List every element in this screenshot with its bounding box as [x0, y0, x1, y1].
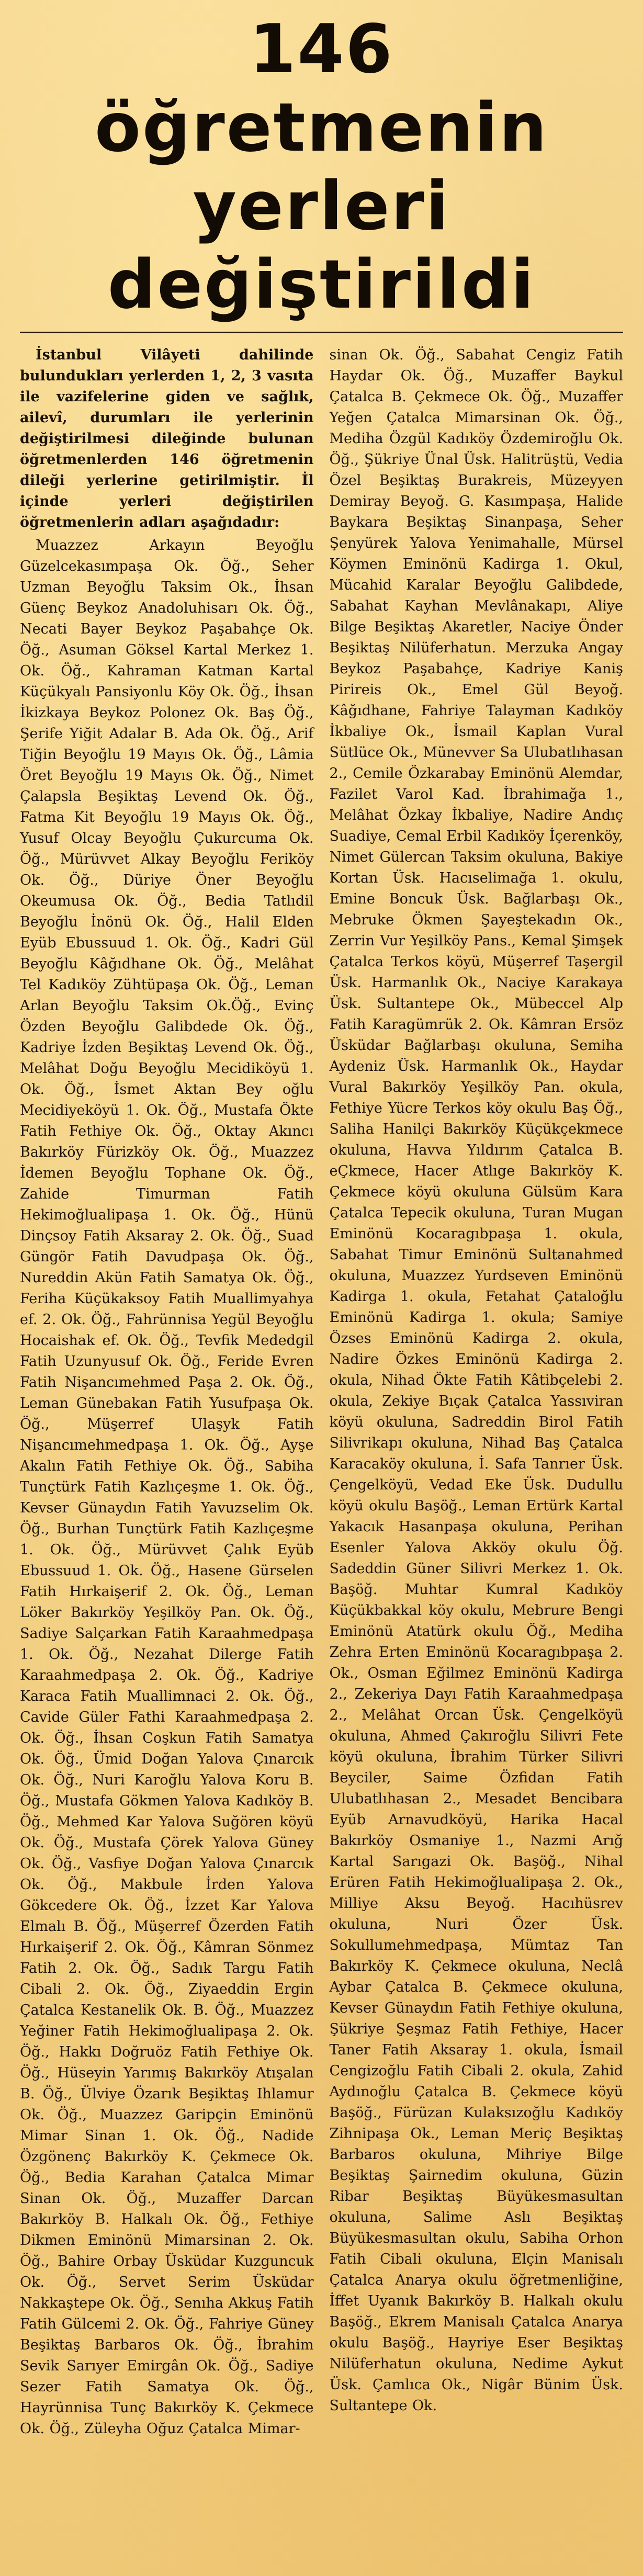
article-columns: [20, 345, 623, 2442]
headline-line-1: 146 öğretmenin: [95, 10, 548, 167]
headline-line-2: yerleri değiştirildi: [107, 167, 536, 324]
headline-rule: [20, 332, 623, 333]
lead-paragraph: İstanbul Vilâyeti dahilinde bulundukları yerlerden 1, 2, 3 vasıta ile vazifelerine giden ve sağlık, ailevî, durumları ile yerlerinin değiştirilmesi dileğinde bulunan öğretmenlerden 146 öğretmenin dileği yerlerine getirilmiştir. İl içinde yerleri değiştirilen öğretmenlerin adları aşağıdadır:: [20, 347, 314, 530]
article-column-left: [20, 345, 314, 2442]
article-column-right: [330, 345, 624, 2419]
teacher-list-part-1: Muazzez Arkayın Beyoğlu Güzelcekasımpaşa Ok. Öğ., Seher Uzman Beyoğlu Taksim Ok., İhsan Güenç Beykoz Anadoluhisarı Ok. Öğ., Necati Bayer Beykoz Paşabahçe Ok. Öğ., Asuman Göksel Kartal Merkez 1. Ok. Öğ., Kahraman Katman Kartal Küçükyalı Pansiyonlu Köy Ok. Öğ., İhsan İkizkaya Beykoz Polonez Ok. Baş Öğ., Şerife Yiğit Adalar B. Ada Ok. Öğ., Arif Tiğin Beyoğlu 19 Mayıs Ok. Öğ., Lâmia Öret Beyoğlu 19 Mayıs Ok. Öğ., Nimet Çalapsla Beşiktaş Levend Ok. Öğ., Fatma Kit Beyoğlu 19 Mayıs Ok. Öğ., Yusuf Olcay Beyoğlu Çukurcuma Ok. Öğ., Mürüvvet Alkay Beyoğlu Feriköy Ok. Öğ., Düriye Öner Beyoğlu Okeumusa Ok. Öğ., Bedia Tatlıdil Beyoğlu İnönü Ok. Öğ., Halil Elden Eyüb Ebussuud 1. Ok. Öğ., Kadri Gül Beyoğlu Kâğıdhane Ok. Öğ., Melâhat Tel Kadıköy Zühtüpaşa Ok. Öğ., Leman Arlan Beyoğlu Taksim Ok.Öğ., Evinç Özden Beyoğlu Galibdede Ok. Öğ., Kadriye İzden Beşiktaş Levend Ok. Öğ., Melâhat Doğu Beyoğlu Mecidiköyü 1. Ok. Öğ., İsmet Aktan Bey oğlu Mecidiyeköyü 1. Ok. Öğ., Mustafa Ökte Fatih Fethiye Ok. Öğ., Oktay Akıncı Bakırköy Fürizköy Ok. Öğ., Muazzez İdemen Beyoğlu Tophane Ok. Öğ., Zahide Timurman Fatih Hekimoğlualipaşa 1. Ok. Öğ., Hünü Dinçsoy Fatih Aksaray 2. Ok. Öğ., Suad Güngör Fatih Davudpaşa Ok. Öğ., Nureddin Akün Fatih Samatya Ok. Öğ., Feriha Küçükaksoy Fatih Muallimyahya ef. 2. Ok. Öğ., Fahrünnisa Yegül Beyoğlu Hocaishak ef. Ok. Öğ., Tevfik Mededgil Fatih Uzunyusuf Ok. Öğ., Feride Evren Fatih Nişancımehmed Paşa 2. Ok. Öğ., Leman Günebakan Fatih Yusufpaşa Ok. Öğ., Müşerref Ulaşyk Fatih Nişancımehmedpaşa 1. Ok. Öğ., Ayşe Akalın Fatih Fethiye Ok. Öğ., Sabiha Tunçtürk Fatih Kazlıçeşme 1. Ok. Öğ., Kevser Günaydın Fatih Yavuzselim Ok. Öğ., Burhan Tunçtürk Fatih Kazlıçeşme 1. Ok. Öğ., Mürüvvet Çalık Eyüb Ebussuud 1. Ok. Öğ., Hasene Gürselen Fatih Hırkaişerif 2. Ok. Öğ., Leman Löker Bakırköy Yeşilköy Pan. Ok. Öğ., Sadiye Salçarkan Fatih Karaahmedpaşa 1. Ok. Öğ., Nezahat Dilerge Fatih Karaahmedpaşa 2. Ok. Öğ., Kadriye Karaca Fatih Muallimnaci 2. Ok. Öğ., Cavide Güler Fathi Karaahmedpaşa 2. Ok. Öğ., İhsan Coşkun Fatih Samatya Ok. Öğ., Ümid Doğan Yalova Çınarcık Ok. Öğ., Nuri Karoğlu Yalova Koru B. Öğ., Mustafa Gökmen Yalova Kadıköy B. Öğ., Mehmed Kar Yalova Suğören köyü Ok. Öğ., Mustafa Çörek Yalova Güney Ok. Öğ., Vasfiye Doğan Yalova Çınarcık Ok. Öğ., Makbule İrden Yalova Gökcedere Ok. Öğ., İzzet Kar Yalova Elmalı B. Öğ., Müşerref Özerden Fatih Hırkaişerif 2. Ok. Öğ., Kâmran Sönmez Fatih 2. Ok. Öğ., Sadık Targu Fatih Cibali 2. Ok. Öğ., Ziyaeddin Ergin Çatalca Kestanelik Ok. B. Öğ., Muazzez Yeğiner Fatih Hekimoğlualipaşa 2. Ok. Öğ., Hakkı Doğruöz Fatih Fethiye Ok. Öğ., Hüseyin Yarımış Bakırköy Atışalan B. Öğ., Ülviye Özarık Beşiktaş Ihlamur Ok. Öğ., Muazzez Garipçin Eminönü Mimar Sinan 1. Ok. Öğ., Nadide Özgönenç Bakırköy K. Çekmece Ok. Öğ., Bedia Karahan Çatalca Mimar Sinan Ok. Öğ., Muzaffer Darcan Bakırköy B. Halkalı Ok. Öğ., Fethiye Dikmen Eminönü Mimarsinan 2. Ok. Öğ., Bahire Orbay Üsküdar Kuzguncuk Ok. Öğ., Servet Serim Üsküdar Nakkaştepe Ok. Öğ., Senıha Akkuş Fatih Fatih Gülcemi 2. Ok. Öğ., Fahriye Güney Beşiktaş Barbaros Ok. Öğ., İbrahim Sevik Sarıyer Emirgân Ok. Öğ., Sadiye Sezer Fatih Samatya Ok. Öğ., Hayrünnisa Tunç Bakırköy K. Çekmece Ok. Öğ., Züleyha Oğuz Çatalca Mimar-: [20, 537, 314, 2437]
teacher-list-part-2: sinan Ok. Öğ., Sabahat Cengiz Fatih Haydar Ok. Öğ., Muzaffer Baykul Çatalca B. Çekmece Ok. Öğ., Muzaffer Yeğen Çatalca Mimarsinan Ok. Öğ., Mediha Özgül Kadıköy Özdemiroğlu Ok. Öğ., Şükriye Ünal Üsk. Halitrüştü, Vedia Özel Beşiktaş Burakreis, Müzeyyen Demiray Beyoğ. G. Kasımpaşa, Halide Baykara Beşiktaş Sinanpaşa, Seher Şenyürek Yalova Yenimahalle, Mürsel Köymen Eminönü Kadirga 1. Okul, Mücahid Karalar Beyoğlu Galibdede, Sabahat Kayhan Mevlânakapı, Aliye Bilge Beşiktaş Akaretler, Naciye Önder Beşiktaş Nilüferhatun. Merzuka Angay Beykoz Paşabahçe, Kadriye Kaniş Pirireis Ok., Emel Gül Beyoğ. Kâğıdhane, Fahriye Talayman Kadıköy İkbaliye Ok., İsmail Kaplan Vural Sütlüce Ok., Münevver Sa Ulubatlıhasan 2., Cemile Özkarabay Eminönü Alemdar, Fazilet Varol Kad. İbrahimağa 1., Melâhat Özkay İkbaliye, Nadire Andıç Suadiye, Cemal Erbil Kadıköy İçerenköy, Nimet Gülercan Taksim okuluna, Bakiye Kortan Üsk. Hacıselimağa 1. okulu, Emine Boncuk Üsk. Bağlarbaşı Ok., Mebruke Ökmen Şayeştekadın Ok., Zerrin Vur Yeşilköy Pans., Kemal Şimşek Çatalca Terkos köyü, Müşerref Taşergil Üsk. Harmanlık Ok., Naciye Karakaya Üsk. Sultantepe Ok., Mübeccel Alp Fatih Karagümrük 2. Ok. Kâmran Ersöz Üsküdar Bağlarbaşı okuluna, Semiha Aydeniz Üsk. Harmanlık Ok., Haydar Vural Bakırköy Yeşilköy Pan. okula, Fethiye Yücre Terkos köy okulu Baş Öğ., Saliha Hanilçi Bakırköy Küçükçekmece okuluna, Havva Yıldırım Çatalca B. eÇkmece, Hacer Atlıge Bakırköy K. Çekmece köyü okuluna Gülsüm Kara Çatalca Tepecik okuluna, Turan Mugan Eminönü Kocaragıbpaşa 1. okula, Sabahat Timur Eminönü Sultanahmed okuluna, Muazzez Yurdseven Eminönü Kadirga 1. okula, Fetahat Çataloğlu Eminönü Kadirga 1. okula; Samiye Özses Eminönü Kadirga 2. okula, Nadire Özkes Eminönü Kadirga 2. okula, Nihad Ökte Fatih Kâtibçelebi 2. okula, Zekiye Bıçak Çatalca Yassıviran köyü okuluna, Sadreddin Birol Fatih Silivrikapı okuluna, Nihad Baş Çatalca Karacaköy okuluna, İ. Safa Tanrıer Üsk. Çengelköyü, Vedad Eke Üsk. Dudullu köyü okulu Başöğ., Leman Ertürk Kartal Yakacık Hasanpaşa okuluna, Perihan Esenler Yalova Akköy okulu Öğ. Sadeddin Güner Silivri Merkez 1. Ok. Başöğ. Muhtar Kumral Kadıköy Küçükbakkal köy okulu, Mebrure Bengi Eminönü Atatürk okulu Öğ., Mediha Zehra Erten Eminönü Kocaragıbpaşa 2. Ok., Osman Eğilmez Eminönü Kadirga 2., Zekeriya Dayı Fatih Karaahmedpaşa 2., Melâhat Orcan Üsk. Çengelköyü okuluna, Ahmed Çakıroğlu Silivri Fete köyü okuluna, İbrahim Türker Silivri Beyciler, Saime Özfidan Fatih Ulubatlıhasan 2., Mesadet Bencibara Eyüb Arnavudköyü, Harika Hacal Bakırköy Osmaniye 1., Nazmi Arığ Kartal Sarıgazi Ok. Başöğ., Nihal Erüren Fatih Hekimoğlualipaşa 2. Ok., Milliye Aksu Beyoğ. Hacıhüsrev okuluna, Nuri Özer Üsk. Sokullumehmedpaşa, Mümtaz Tan Bakırköy K. Çekmece okuluna, Neclâ Aybar Çatalca B. Çekmece okuluna, Kevser Günaydın Fatih Fethiye okuluna, Şükriye Şeşmaz Fatih Fethiye, Hacer Taner Fatih Aksaray 1. okula, İsmail Cengizoğlu Fatih Cibali 2. okula, Zahid Aydınoğlu Çatalca B. Çekmece köyü Başöğ., Fürüzan Kulaksızoğlu Kadıköy Zihnipaşa Ok., Leman Meriç Beşiktaş Barbaros okuluna, Mihriye Bilge Beşiktaş Şairnedim okuluna, Güzin Ribar Beşiktaş Büyükesmasultan okuluna, Salime Aslı Beşiktaş Büyükesmasultan okulu, Sabiha Orhon Fatih Cibali okuluna, Elçin Manisalı Çatalca Anarya okulu öğretmenliğine, İffet Uyanık Bakırköy B. Halkalı okulu Başöğ., Ekrem Manisalı Çatalca Anarya okulu Başöğ., Hayriye Eser Beşiktaş Nilüferhatun okuluna, Nedime Aykut Üsk. Çamlıca Ok., Nigâr Bünim Üsk. Sultantepe Ok.: [329, 347, 623, 2414]
headline: [20, 10, 623, 324]
